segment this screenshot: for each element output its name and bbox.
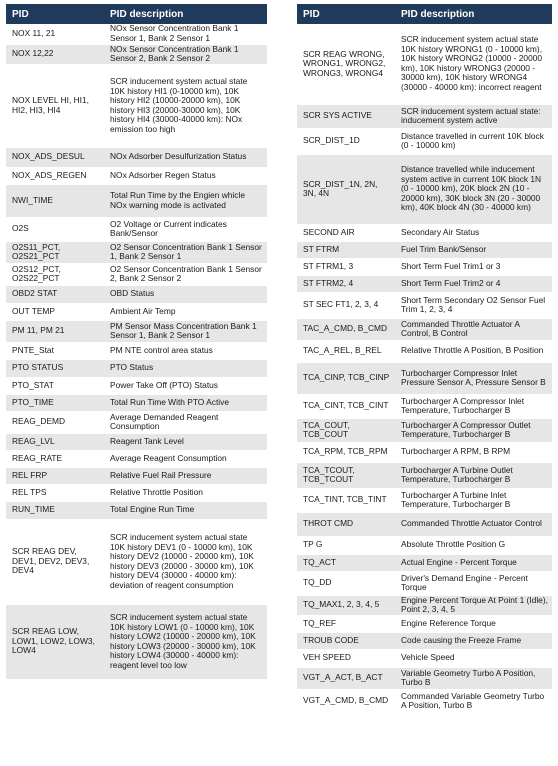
pid-description-cell: Relative Fuel Rail Pressure <box>104 467 267 484</box>
pid-cell: RUN_TIME <box>6 501 104 519</box>
pid-cell: NOX_ADS_REGEN <box>6 167 104 184</box>
pid-description-cell: Short Term Secondary O2 Sensor Fuel Trim 1, 2, 3, 4 <box>395 292 552 318</box>
pid-cell: REL TPS <box>6 484 104 501</box>
pid-description-cell: O2 Sensor Concentration Bank 1 Sensor 2, Bank 2 Sensor 2 <box>104 263 267 285</box>
table-row <box>297 595 552 615</box>
pid-description-cell: NOx Adsorber Desulfurization Status <box>104 147 267 167</box>
table-row <box>6 285 267 303</box>
pid-cell: REAG_DEMD <box>6 411 104 433</box>
pid-cell: OBD2 STAT <box>6 285 104 303</box>
table-row <box>297 512 552 536</box>
pid-description-cell: Engine Reference Torque <box>395 615 552 632</box>
pid-cell: NOX 11, 21 <box>6 24 104 44</box>
pid-description-cell: Power Take Off (PTO) Status <box>104 377 267 394</box>
pid-description-cell: Average Reagent Consumption <box>104 450 267 467</box>
pid-description-cell: Secondary Air Status <box>395 224 552 241</box>
pid-cell: ST FTRM1, 3 <box>297 258 395 275</box>
table-header-row <box>297 4 552 24</box>
pid-description-cell: Actual Engine - Percent Torque <box>395 554 552 571</box>
pid-description-cell: PM Sensor Mass Concentration Bank 1 Sensor 1, Bank 2 Sensor 1 <box>104 320 267 342</box>
pid-cell: SCR_DIST_1N, 2N, 3N, 4N <box>297 154 395 224</box>
pid-description-cell: Distance travelled in current 10K block (0 - 10000 km) <box>395 128 552 154</box>
right-pid-table <box>297 4 552 714</box>
table-row <box>297 394 552 418</box>
table-row <box>297 462 552 488</box>
table-row <box>297 258 552 275</box>
table-row <box>297 554 552 571</box>
right-table-body <box>297 24 552 713</box>
pid-description-cell: NOx Sensor Concentration Bank 1 Sensor 2, Bank 2 Sensor 2 <box>104 44 267 64</box>
pid-description-cell: Commanded Variable Geometry Turbo A Position, Turbo B <box>395 689 552 713</box>
pid-cell: PNTE_Stat <box>6 342 104 359</box>
left-table-body <box>6 24 267 679</box>
table-row <box>6 411 267 433</box>
table-row <box>297 154 552 224</box>
right-pid-table-column <box>297 4 552 714</box>
pid-description-cell: Turbocharger Compressor Inlet Pressure Sensor A, Pressure Sensor B <box>395 362 552 394</box>
pid-description-cell: SCR inducement system actual state 10K history DEV1 (0 - 10000 km), 10K history DEV2 (10000 - 20000 km), 10K history DEV3 (20000 - 30000 km), 10K history DEV4 (30000 - 40000 km): deviation of reagent consumption <box>104 519 267 604</box>
pid-cell: NOX LEVEL HI, HI1, HI2, HI3, HI4 <box>6 64 104 147</box>
pid-cell: TCA_TCOUT, TCB_TCOUT <box>297 462 395 488</box>
table-row <box>297 649 552 667</box>
pid-cell: THROT CMD <box>297 512 395 536</box>
pid-description-cell: Variable Geometry Turbo A Position, Turbo B <box>395 667 552 689</box>
pid-cell: TAC_A_REL, B_REL <box>297 340 395 362</box>
pid-cell: SCR_DIST_1D <box>297 128 395 154</box>
table-row <box>297 24 552 104</box>
table-row <box>297 488 552 512</box>
pid-description-cell: Turbocharger A Turbine Inlet Temperature, Turbocharger B <box>395 488 552 512</box>
pid-description-cell: SCR inducement system actual state 10K history LOW1 (0 - 10000 km), 10K history LOW2 (10000 - 20000 km), 10K history LOW3 (20000 - 30000 km), 10K history LOW4 (30000 - 40000 km): reagent level too low <box>104 604 267 679</box>
pid-description-cell: Total Run Time by the Engien whicle NOx warning mode is activated <box>104 184 267 217</box>
pid-cell: REL FRP <box>6 467 104 484</box>
table-row <box>6 519 267 604</box>
table-row <box>6 394 267 411</box>
pid-description-cell: NOx Adsorber Regen Status <box>104 167 267 184</box>
table-row <box>6 217 267 241</box>
table-row <box>6 604 267 679</box>
table-row <box>297 667 552 689</box>
table-row <box>6 501 267 519</box>
left-pid-table-column <box>6 4 267 680</box>
table-row <box>297 536 552 554</box>
pid-description-cell: Reagent Tank Level <box>104 433 267 450</box>
table-row <box>6 167 267 184</box>
pid-cell: SECOND AIR <box>297 224 395 241</box>
pid-cell: NOX 12,22 <box>6 44 104 64</box>
pid-description-cell: Relative Throttle Position <box>104 484 267 501</box>
table-row <box>297 104 552 128</box>
pid-cell: PTO STATUS <box>6 359 104 377</box>
table-row <box>297 632 552 649</box>
pid-description-cell: NOx Sensor Concentration Bank 1 Sensor 1, Bank 2 Sensor 1 <box>104 24 267 44</box>
pid-description-cell: Relative Throttle A Position, B Position <box>395 340 552 362</box>
pid-description-cell: Turbocharger A Compressor Inlet Temperature, Turbocharger B <box>395 394 552 418</box>
pid-description-cell: SCR inducement system actual state: inducement system active <box>395 104 552 128</box>
table-row <box>6 147 267 167</box>
pid-cell: VGT_A_CMD, B_CMD <box>297 689 395 713</box>
pid-description-cell: Turbocharger A Turbine Outlet Temperature, Turbocharger B <box>395 462 552 488</box>
pid-cell: SCR REAG LOW, LOW1, LOW2, LOW3, LOW4 <box>6 604 104 679</box>
pid-cell: VEH SPEED <box>297 649 395 667</box>
pid-cell: O2S11_PCT, O2S21_PCT <box>6 241 104 263</box>
pid-cell: SCR REAG DEV, DEV1, DEV2, DEV3, DEV4 <box>6 519 104 604</box>
pid-description-cell: Code causing the Freeze Frame <box>395 632 552 649</box>
table-row <box>6 320 267 342</box>
pid-cell: O2S <box>6 217 104 241</box>
pid-cell: TCA_CINT, TCB_CINT <box>297 394 395 418</box>
pid-description-cell: Fuel Trim Bank/Sensor <box>395 241 552 258</box>
pid-cell: PTO_STAT <box>6 377 104 394</box>
pid-cell: TQ_REF <box>297 615 395 632</box>
pid-cell: TCA_CINP, TCB_CINP <box>297 362 395 394</box>
table-row <box>6 263 267 285</box>
pid-description-cell: Engine Percent Torque At Point 1 (Idle), Point 2, 3, 4, 5 <box>395 595 552 615</box>
pid-cell: TQ_MAX1, 2, 3, 4, 5 <box>297 595 395 615</box>
pid-cell: TQ_DD <box>297 571 395 595</box>
pid-cell: TP G <box>297 536 395 554</box>
pid-description-cell: Turbocharger A Compressor Outlet Temperature, Turbocharger B <box>395 418 552 442</box>
table-row <box>6 467 267 484</box>
table-row <box>297 275 552 292</box>
table-row <box>297 241 552 258</box>
pid-description-cell: Ambient Air Temp <box>104 303 267 320</box>
pid-cell: TCA_RPM, TCB_RPM <box>297 442 395 462</box>
pid-description-cell: Total Engine Run Time <box>104 501 267 519</box>
pid-description-cell: SCR inducement system actual state 10K history WRONG1 (0 - 10000 km), 10K history WRONG2 (10000 - 20000 km), 10K history WRONG3 (20000 - 30000 km), 10K history WRONG4 (30000 - 40000 km): incorrect reagent <box>395 24 552 104</box>
table-row <box>6 64 267 147</box>
table-header-row <box>6 4 267 24</box>
table-row <box>297 292 552 318</box>
table-row <box>6 241 267 263</box>
pid-description-cell: SCR inducement system actual state 10K history HI1 (0-10000 km), 10K history HI2 (10000-20000 km), 10K history HI3 (20000-30000 km), 10K history HI4 (30000-40000 km): NOx emission too high <box>104 64 267 147</box>
pid-cell: ST FTRM2, 4 <box>297 275 395 292</box>
pid-cell: REAG_LVL <box>6 433 104 450</box>
pid-description-cell: Average Demanded Reagent Consumption <box>104 411 267 433</box>
pid-description-cell: O2 Sensor Concentration Bank 1 Sensor 1, Bank 2 Sensor 1 <box>104 241 267 263</box>
table-row <box>297 318 552 340</box>
pid-cell: SCR SYS ACTIVE <box>297 104 395 128</box>
table-row <box>6 377 267 394</box>
table-row <box>297 418 552 442</box>
pid-cell: TCA_TINT, TCB_TINT <box>297 488 395 512</box>
pid-cell: PTO_TIME <box>6 394 104 411</box>
table-row <box>297 128 552 154</box>
table-row <box>6 184 267 217</box>
pid-cell: TCA_COUT, TCB_COUT <box>297 418 395 442</box>
pid-description-cell: PM NTE control area status <box>104 342 267 359</box>
table-row <box>297 224 552 241</box>
table-row <box>297 571 552 595</box>
pid-cell: PM 11, PM 21 <box>6 320 104 342</box>
pid-description-cell: Driver's Demand Engine - Percent Torque <box>395 571 552 595</box>
left-pid-table <box>6 4 267 680</box>
pid-description-cell: O2 Voltage or Current indicates Bank/Sensor <box>104 217 267 241</box>
pid-cell: ST SEC FT1, 2, 3, 4 <box>297 292 395 318</box>
pid-description-cell: Distance travelled while inducement system active in current 10K block 1N (0 - 10000 km), 20K block 2N (10 - 20000 km), 30K block 3N (20 - 30000 km), 40K block 4N (30 - 40000 km) <box>395 154 552 224</box>
table-row <box>297 615 552 632</box>
table-row <box>297 362 552 394</box>
table-row <box>297 689 552 713</box>
pid-description-cell: OBD Status <box>104 285 267 303</box>
pid-description-cell: Commanded Throttle Actuator A Control, B Control <box>395 318 552 340</box>
table-row <box>6 433 267 450</box>
pid-cell: ST FTRM <box>297 241 395 258</box>
pid-description-cell: Turbocharger A RPM, B RPM <box>395 442 552 462</box>
pid-description-cell: Absolute Throttle Position G <box>395 536 552 554</box>
pid-cell: O2S12_PCT, O2S22_PCT <box>6 263 104 285</box>
table-row <box>6 484 267 501</box>
description-column-header: PID description <box>104 4 267 24</box>
pid-cell: OUT TEMP <box>6 303 104 320</box>
pid-description-cell: PTO Status <box>104 359 267 377</box>
pid-description-cell: Short Term Fuel Trim1 or 3 <box>395 258 552 275</box>
table-row <box>6 44 267 64</box>
description-column-header: PID description <box>395 4 552 24</box>
pid-cell: TQ_ACT <box>297 554 395 571</box>
table-row <box>297 442 552 462</box>
pid-description-cell: Vehicle Speed <box>395 649 552 667</box>
table-row <box>297 340 552 362</box>
table-row <box>6 359 267 377</box>
pid-cell: SCR REAG WRONG, WRONG1, WRONG2, WRONG3, WRONG4 <box>297 24 395 104</box>
pid-column-header: PID <box>297 4 395 24</box>
pid-cell: NWI_TIME <box>6 184 104 217</box>
pid-description-cell: Commanded Throttle Actuator Control <box>395 512 552 536</box>
table-row <box>6 342 267 359</box>
pid-description-cell: Short Term Fuel Trim2 or 4 <box>395 275 552 292</box>
pid-cell: VGT_A_ACT, B_ACT <box>297 667 395 689</box>
pid-cell: NOX_ADS_DESUL <box>6 147 104 167</box>
table-row <box>6 24 267 44</box>
pid-cell: TAC_A_CMD, B_CMD <box>297 318 395 340</box>
table-row <box>6 303 267 320</box>
pid-description-cell: Total Run Time With PTO Active <box>104 394 267 411</box>
pid-cell: REAG_RATE <box>6 450 104 467</box>
table-row <box>6 450 267 467</box>
pid-cell: TROUB CODE <box>297 632 395 649</box>
pid-column-header: PID <box>6 4 104 24</box>
